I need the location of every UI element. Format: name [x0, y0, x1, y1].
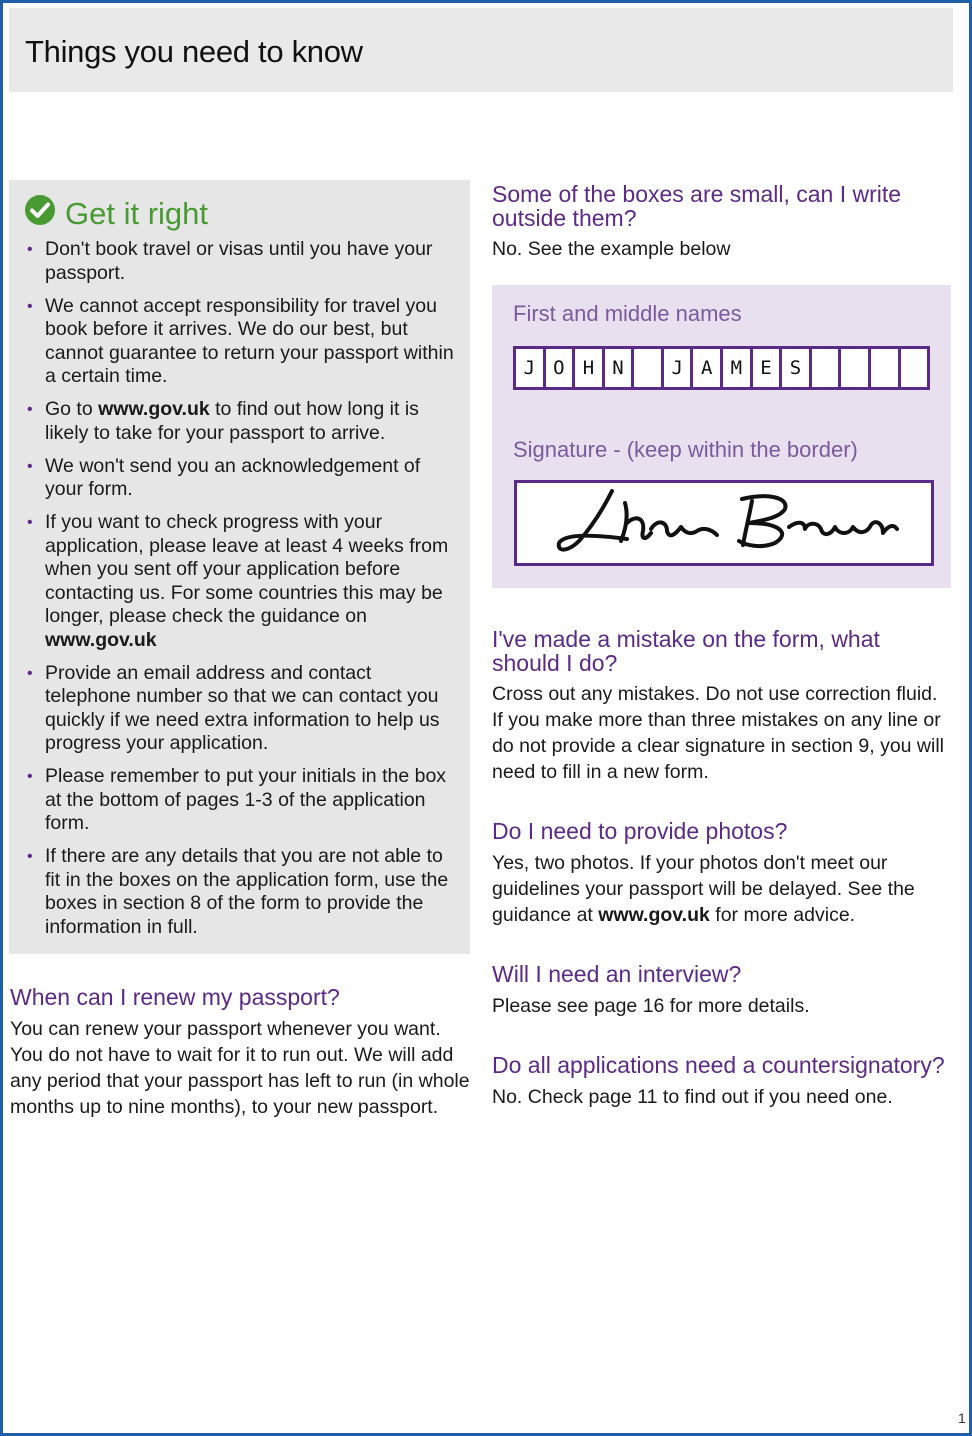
mistake-title: I've made a mistake on the form, what should I do?	[492, 626, 880, 676]
item-text: If there are any details that you are not able to fit in the boxes on the application form, use the boxes in section 8 of the form to provide the information in full.	[45, 845, 449, 938]
countersignatory-body: No. Check page 11 to find out if you need one.	[492, 1086, 893, 1108]
get-it-right-list	[27, 238, 455, 949]
letter-box	[841, 349, 871, 387]
letter-box	[812, 349, 842, 387]
get-it-right-item	[27, 455, 455, 502]
letter-box: N	[605, 349, 635, 387]
letter-box: O	[546, 349, 576, 387]
gov-uk-link[interactable]: www.gov.uk	[98, 398, 210, 420]
get-it-right-panel	[9, 180, 470, 954]
photos-body-text: Yes, two photos. If your photos don't meet our guidelines your passport will be delayed. See the guidance at	[492, 852, 915, 926]
letter-box	[871, 349, 901, 387]
page-number: 1	[958, 1410, 966, 1426]
letter-box: A	[693, 349, 723, 387]
item-text: We cannot accept responsibility for travel you book before it arrives. We do our best, but cannot guarantee to return your passport within a certain time.	[45, 294, 454, 387]
letter-box	[901, 349, 928, 387]
letter-box: H	[575, 349, 605, 387]
letter-box	[634, 349, 664, 387]
letter-box: J	[664, 349, 694, 387]
photos-body	[492, 850, 932, 928]
name-letter-boxes	[513, 346, 930, 390]
mistake-body: Cross out any mistakes. Do not use correction fluid. If you make more than three mistakes on any line or do not provide a clear signature in section 9, you will need to fill in a new form.	[492, 683, 945, 783]
renew-body: You can renew your passport whenever you want. You do not have to wait for it to run out. We will add any period that your passport has left to run (in whole months up to nine months), to your new passport.	[10, 1018, 470, 1118]
photos-body-end: for more advice.	[709, 904, 856, 926]
item-text: Please remember to put your initials in the box at the bottom of pages 1-3 of the application form.	[45, 765, 447, 834]
photos-title: Do I need to provide photos?	[492, 818, 788, 844]
get-it-right-item	[27, 295, 455, 389]
item-text: If you want to check progress with your application, please leave at least 4 weeks from when you sent off your application before contacting us. For some countries this may be longer, please check the guidance on	[45, 511, 449, 627]
letter-box: E	[753, 349, 783, 387]
gov-uk-link[interactable]: www.gov.uk	[45, 628, 157, 651]
item-text: Don't book travel or visas until you have your passport.	[45, 238, 433, 284]
item-text: We won't send you an acknowledgement of your form.	[45, 454, 421, 500]
signature-box	[514, 480, 934, 566]
signature-label: Signature - (keep within the border)	[513, 437, 858, 462]
signature-image	[517, 483, 931, 563]
boxes-body: No. See the example below	[492, 238, 731, 260]
letter-box: J	[516, 349, 546, 387]
photos-link[interactable]: www.gov.uk	[598, 904, 710, 926]
page-title: Things you need to know	[25, 34, 363, 69]
countersignatory-title: Do all applications need a countersignatory?	[492, 1052, 945, 1078]
get-it-right-item	[27, 238, 455, 285]
item-text: Go to	[45, 398, 99, 420]
get-it-right-item	[27, 845, 455, 939]
get-it-right-item	[27, 662, 455, 756]
header-bar	[9, 8, 953, 92]
example-panel	[492, 285, 951, 588]
get-it-right-item	[27, 511, 455, 652]
item-text: to find out how long it is likely to take for your passport to arrive.	[45, 398, 419, 444]
check-circle-icon	[24, 194, 56, 226]
letter-box: M	[723, 349, 753, 387]
get-it-right-title: Get it right	[65, 196, 208, 231]
get-it-right-item	[27, 765, 455, 836]
letter-box: S	[782, 349, 812, 387]
names-label: First and middle names	[513, 301, 742, 326]
renew-title: When can I renew my passport?	[10, 984, 340, 1010]
interview-body: Please see page 16 for more details.	[492, 995, 810, 1017]
boxes-title: Some of the boxes are small, can I write outside them?	[492, 181, 902, 231]
interview-title: Will I need an interview?	[492, 961, 742, 987]
get-it-right-item	[27, 398, 455, 445]
item-text: Provide an email address and contact telephone number so that we can contact you quickly if we need extra information to help us progress your application.	[45, 661, 440, 754]
